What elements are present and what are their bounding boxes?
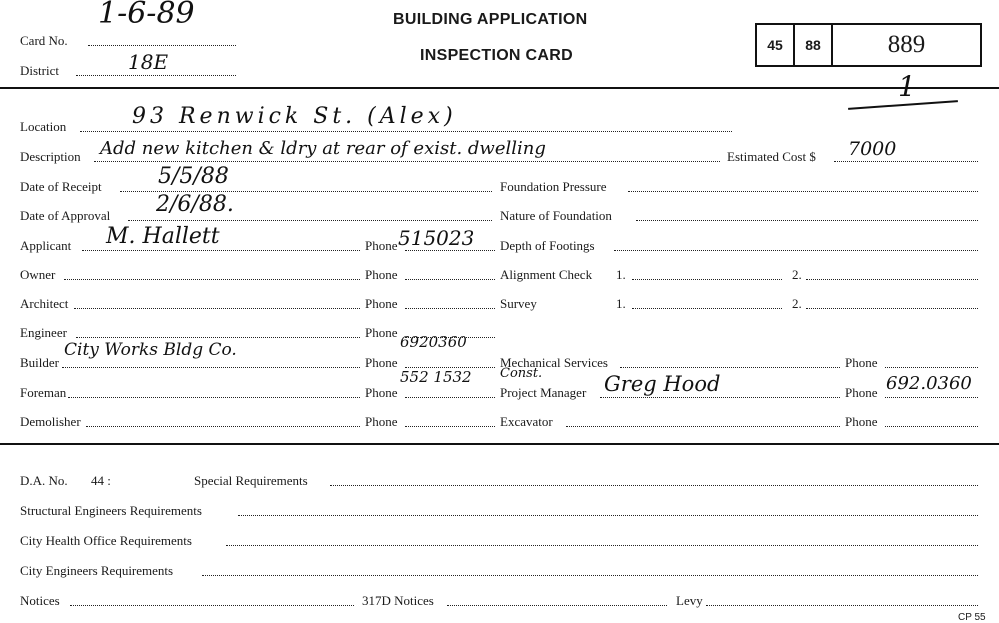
date-of-approval-label: Date of Approval xyxy=(20,208,111,223)
location-value: 93 Renwick St. (Alex) xyxy=(132,104,457,129)
mechanical-services-line xyxy=(620,367,840,368)
architect-line xyxy=(74,308,360,309)
notices-317d-line xyxy=(447,605,667,606)
survey-num-2: 2. xyxy=(792,296,802,311)
alignment-check-label: Alignment Check xyxy=(500,267,593,282)
city-health-label: City Health Office Requirements xyxy=(20,533,192,548)
city-engineers-label: City Engineers Requirements xyxy=(20,563,174,578)
structural-engineers-label: Structural Engineers Requirements xyxy=(20,503,202,518)
applicant-value: M. Hallett xyxy=(106,224,220,249)
project-manager-phone-line xyxy=(885,397,978,398)
notices-line xyxy=(70,605,354,606)
project-manager-label: Project Manager xyxy=(500,385,587,400)
demolisher-phone-label: Phone xyxy=(365,414,398,429)
city-engineers-line xyxy=(202,575,978,576)
description-line xyxy=(94,161,720,162)
date-of-approval-line xyxy=(128,220,492,221)
card-number-box xyxy=(755,23,982,67)
date-of-receipt-value: 5/5/88 xyxy=(158,164,229,189)
project-manager-line xyxy=(600,397,840,398)
engineer-label: Engineer xyxy=(20,325,67,340)
special-requirements-label: Special Requirements xyxy=(194,473,308,488)
builder-phone-label: Phone xyxy=(365,355,398,370)
foreman-phone-label: Phone xyxy=(365,385,398,400)
project-manager-value: Greg Hood xyxy=(604,372,721,396)
district-line xyxy=(76,75,236,76)
applicant-phone-line xyxy=(405,250,495,251)
foreman-phone-value: 552 1532 xyxy=(400,368,472,386)
applicant-line xyxy=(82,250,360,251)
card-number-value: 1-6-89 xyxy=(98,0,195,31)
location-line xyxy=(80,131,732,132)
box-cell-3: 889 xyxy=(887,31,926,58)
alignment-check-line-2 xyxy=(806,279,978,280)
owner-label: Owner xyxy=(20,267,56,282)
owner-line xyxy=(64,279,360,280)
mechanical-services-label: Mechanical Services xyxy=(500,355,608,370)
survey-line-1 xyxy=(632,308,782,309)
project-manager-prefix: Const. xyxy=(500,366,543,381)
alignment-check-num-1: 1. xyxy=(616,267,626,282)
special-requirements-line xyxy=(330,485,978,486)
levy-label: Levy xyxy=(676,593,703,608)
survey-line-2 xyxy=(806,308,978,309)
foreman-label: Foreman xyxy=(20,385,67,400)
foreman-phone-line xyxy=(405,397,495,398)
middle-rule xyxy=(0,443,999,445)
district-value: 18E xyxy=(128,50,169,74)
demolisher-label: Demolisher xyxy=(20,414,81,429)
nature-of-foundation-label: Nature of Foundation xyxy=(500,208,612,223)
estimated-cost-line xyxy=(834,161,978,162)
applicant-label: Applicant xyxy=(20,238,72,253)
project-manager-phone-label: Phone xyxy=(845,385,878,400)
alignment-check-num-2: 2. xyxy=(792,267,802,282)
applicant-phone-value: 515023 xyxy=(398,226,475,250)
box-cell-2: 88 xyxy=(805,37,821,53)
architect-phone-label: Phone xyxy=(365,296,398,311)
form-subtitle: INSPECTION CARD xyxy=(420,47,573,64)
project-manager-phone-value: 692.0360 xyxy=(886,373,972,394)
applicant-phone-label: Phone xyxy=(365,238,398,253)
survey-num-1: 1. xyxy=(616,296,626,311)
architect-label: Architect xyxy=(20,296,69,311)
engineer-line xyxy=(76,337,360,338)
alignment-check-line-1 xyxy=(632,279,782,280)
depth-of-footings-label: Depth of Footings xyxy=(500,238,595,253)
excavator-phone-label: Phone xyxy=(845,414,878,429)
card-number-line xyxy=(88,45,236,46)
engineer-phone-note: 6920360 xyxy=(400,333,467,351)
survey-label: Survey xyxy=(500,296,537,311)
foreman-line xyxy=(68,397,360,398)
foundation-pressure-label: Foundation Pressure xyxy=(500,179,607,194)
demolisher-phone-line xyxy=(405,426,495,427)
owner-phone-label: Phone xyxy=(365,267,398,282)
top-rule xyxy=(0,87,999,89)
location-label: Location xyxy=(20,119,67,134)
depth-of-footings-line xyxy=(614,250,978,251)
form-title: BUILDING APPLICATION xyxy=(393,11,588,28)
description-value: Add new kitchen & ldry at rear of exist. dwelling xyxy=(100,138,546,159)
excavator-label: Excavator xyxy=(500,414,553,429)
structural-engineers-line xyxy=(238,515,978,516)
demolisher-line xyxy=(86,426,360,427)
date-of-receipt-label: Date of Receipt xyxy=(20,179,102,194)
district-label: District xyxy=(20,63,59,78)
box-cell-1: 45 xyxy=(767,37,783,53)
builder-line xyxy=(62,367,360,368)
mechanical-phone-label: Phone xyxy=(845,355,878,370)
da-number-value: 44 : xyxy=(91,473,111,488)
city-health-line xyxy=(226,545,978,546)
excavator-phone-line xyxy=(885,426,978,427)
architect-phone-line xyxy=(405,308,495,309)
da-number-label: D.A. No. xyxy=(20,473,68,488)
notices-label: Notices xyxy=(20,593,60,608)
form-code: CP 55 xyxy=(958,612,986,623)
levy-line xyxy=(706,605,978,606)
card-number-label: Card No. xyxy=(20,33,68,48)
description-label: Description xyxy=(20,149,81,164)
excavator-line xyxy=(566,426,840,427)
nature-of-foundation-line xyxy=(636,220,978,221)
date-of-approval-value: 2/6/88. xyxy=(156,192,234,217)
notices-317d-label: 317D Notices xyxy=(362,593,434,608)
estimated-cost-label: Estimated Cost $ xyxy=(727,149,816,164)
owner-phone-line xyxy=(405,279,495,280)
foundation-pressure-line xyxy=(628,191,978,192)
mechanical-phone-line xyxy=(885,367,978,368)
builder-label: Builder xyxy=(20,355,59,370)
estimated-cost-value: 7000 xyxy=(848,138,897,160)
builder-value: City Works Bldg Co. xyxy=(64,340,237,360)
engineer-phone-label: Phone xyxy=(365,325,398,340)
